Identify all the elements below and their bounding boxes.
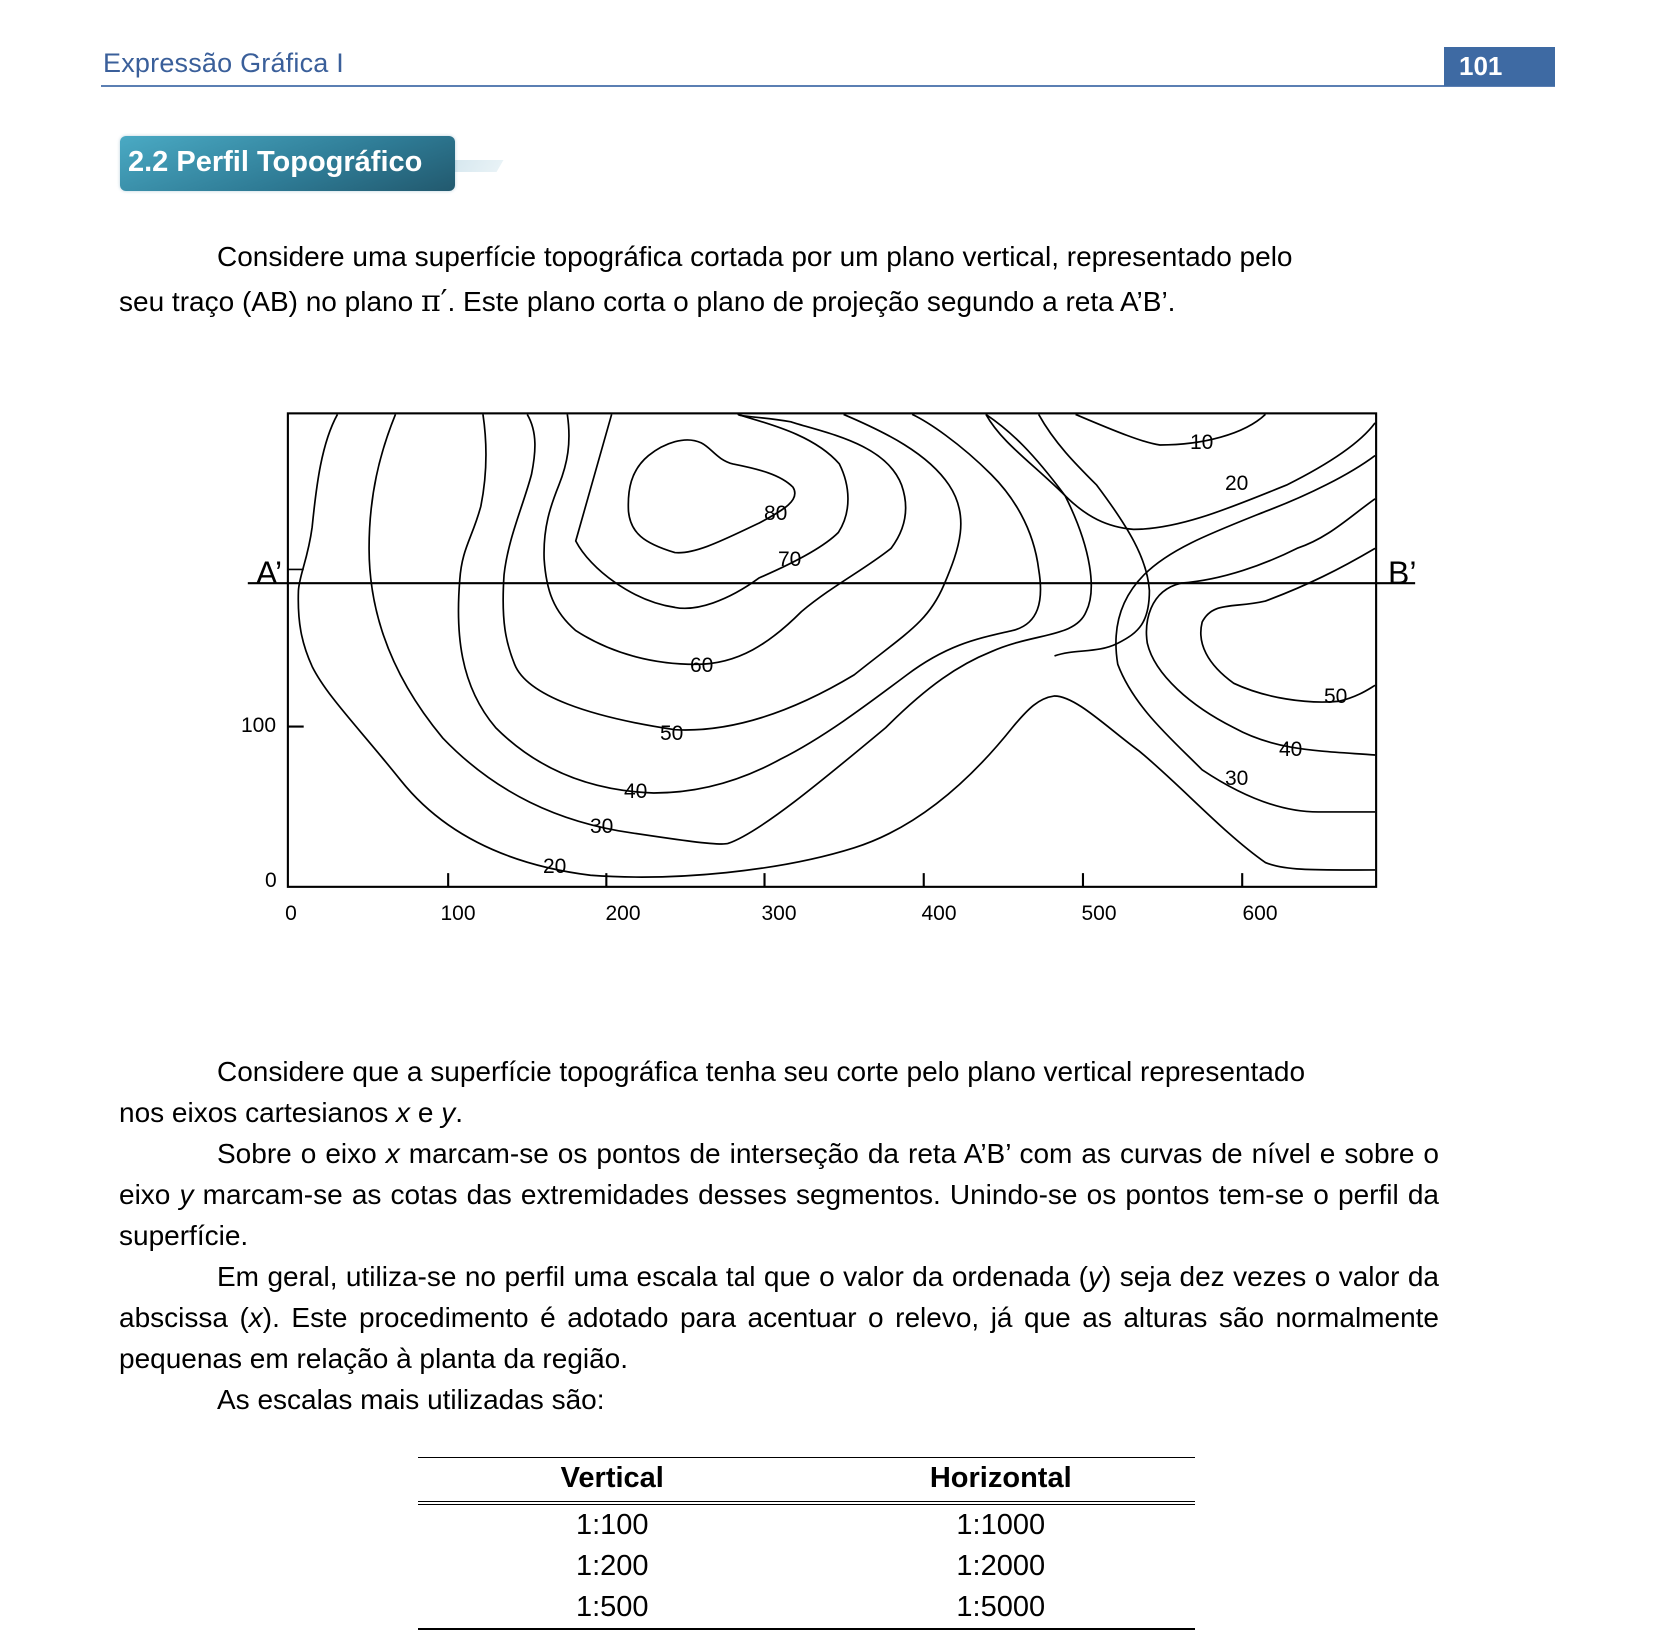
x-ticks [448, 873, 1242, 887]
running-header-title: Expressão Gráfica I [103, 48, 344, 78]
contour-label-20-top: 20 [1225, 472, 1249, 495]
contour-line-40-right [1146, 499, 1375, 755]
label-b-prime: B’ [1388, 555, 1417, 591]
p2-x-var: x [385, 1138, 400, 1169]
cell-horizontal: 1:5000 [807, 1587, 1196, 1629]
contour-line-80 [628, 440, 795, 553]
table-row [418, 1587, 1195, 1629]
intro-line2-end: . Este plano corta o plano de projeção segundo a reta A’B’. [447, 286, 1176, 317]
contour-label-30-right: 30 [1225, 767, 1249, 790]
x-tick-label-200: 200 [605, 902, 641, 925]
body-paragraph-1-line2 [119, 1092, 1439, 1133]
cell-vertical: 1:100 [575, 1509, 649, 1541]
scale-table [418, 1457, 1195, 1630]
contour-line-10 [1076, 414, 1266, 445]
x-tick-label-300: 300 [761, 902, 797, 925]
p1-x-var: x [396, 1097, 411, 1128]
header-horizontal: Horizontal [807, 1458, 1196, 1504]
body-paragraph-1 [119, 1051, 1439, 1092]
header-vertical: Vertical [418, 1458, 807, 1504]
intro-line1: Considere uma superfície topográfica cortada por um plano vertical, representado pelo [217, 241, 1293, 272]
p2-text-b: marcam-se os pontos de interseção da reta A’B’ com as curvas de nível e sobre o eixo [119, 1138, 1440, 1210]
p2-y-var: y [179, 1179, 194, 1210]
cell-horizontal: 1:1000 [956, 1509, 1046, 1541]
contour-line-50-left [503, 414, 961, 730]
x-tick-label-500: 500 [1081, 902, 1117, 925]
p1-text: nos eixos cartesianos [119, 1097, 397, 1128]
contour-label-30-left: 30 [590, 815, 614, 838]
contour-line-30-left [369, 414, 1091, 844]
contour-label-40-left: 40 [624, 780, 648, 803]
p2-text-a: Sobre o eixo [217, 1138, 386, 1169]
contour-line-30-right [1116, 456, 1375, 812]
contour-label-50-right: 50 [1324, 685, 1348, 708]
p3-text-b: ) seja dez vezes o valor da abscissa ( [119, 1261, 1440, 1333]
intro-line2-start: seu traço (AB) no plano [119, 286, 421, 317]
x-tick-label-0: 0 [285, 902, 297, 925]
contour-label-20-bottom: 20 [543, 855, 567, 878]
contour-label-80: 80 [764, 502, 788, 525]
y-tick-label-0: 0 [265, 869, 277, 892]
p4-text: As escalas mais utilizadas são: [217, 1384, 605, 1415]
contour-label-10: 10 [1190, 431, 1214, 454]
p1-and: e [410, 1097, 442, 1128]
contour-line-30-mid [1039, 414, 1150, 655]
p1-line1: Considere que a superfície topográfica tenha seu corte pelo plano vertical representado [217, 1056, 1306, 1087]
contour-label-70: 70 [778, 548, 802, 571]
p3-y-var: y [1087, 1261, 1102, 1292]
contour-line-50-right [1201, 548, 1375, 702]
contour-label-50-left: 50 [660, 722, 684, 745]
section-title: 2.2 Perfil Topográfico [128, 146, 423, 178]
pi-prime-symbol: π′ [420, 284, 448, 319]
label-a-prime: A’ [256, 555, 283, 591]
body-paragraph-3 [119, 1256, 1439, 1379]
contour-label-60: 60 [690, 654, 714, 677]
page-number-badge: 101 [1444, 47, 1555, 86]
table-row [418, 1546, 1195, 1587]
contour-label-40-right: 40 [1279, 738, 1303, 761]
p2-text-c: marcam-se as cotas das extremidades desses segmentos. Unindo-se os pontos tem-se o perfil da superfície. [119, 1179, 1439, 1251]
x-tick-label-400: 400 [921, 902, 957, 925]
cell-horizontal: 1:2000 [956, 1550, 1046, 1582]
contour-line-70 [576, 414, 848, 608]
contour-line-20-top [986, 414, 1375, 529]
map-frame [288, 413, 1376, 886]
contour-line-40-left [458, 414, 1040, 793]
table-row [418, 1503, 1195, 1546]
p3-text-a: Em geral, utiliza-se no perfil uma escala tal que o valor da ordenada ( [217, 1261, 1088, 1292]
table-header-row [418, 1458, 1195, 1504]
contour-line-20-left [298, 414, 1375, 877]
body-paragraph-2 [119, 1133, 1439, 1256]
p1-y-var: y [441, 1097, 456, 1128]
p3-x-var: x [248, 1302, 263, 1333]
cell-vertical: 1:500 [418, 1587, 807, 1629]
body-paragraph-4 [119, 1379, 1439, 1420]
p3-text-c: ). Este procedimento é adotado para acentuar o relevo, já que as alturas são normalmente pequenas em relação à planta da região. [119, 1302, 1439, 1374]
cell-vertical: 1:200 [575, 1550, 649, 1582]
x-tick-label-100: 100 [440, 902, 476, 925]
y-tick-label-100: 100 [241, 714, 277, 737]
x-tick-label-600: 600 [1242, 902, 1278, 925]
p1-end: . [455, 1097, 463, 1128]
